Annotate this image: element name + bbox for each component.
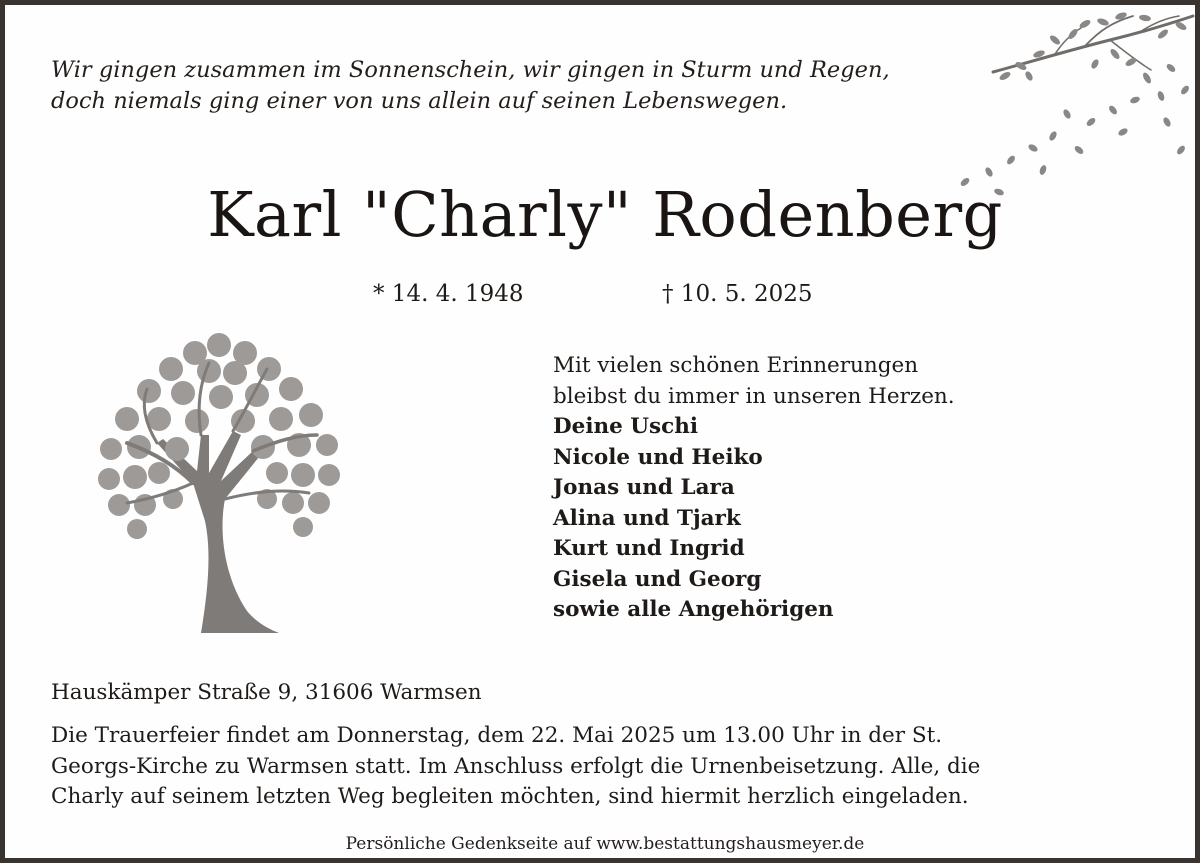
mourner-name: sowie alle Angehörigen <box>553 597 834 622</box>
mourner-name: Nicole und Heiko <box>553 444 763 470</box>
poem-line: Wir gingen zusammen im Sonnenschein, wir gingen in Sturm und Regen, <box>51 57 890 83</box>
death-date: † 10. 5. 2025 <box>662 281 813 307</box>
family-message <box>553 351 955 626</box>
mourner-name: Alina und Tjark <box>553 505 741 531</box>
funeral-info <box>51 721 1163 813</box>
funeral-line: Die Trauerfeier findet am Donnerstag, dem 22. Mai 2025 um 13.00 Uhr in der St. <box>51 723 943 748</box>
mourner-name: Gisela und Georg <box>553 566 762 592</box>
funeral-line: Charly auf seinem letzten Weg begleiten möchten, sind hiermit herzlich eingeladen. <box>51 784 969 809</box>
poem-line: doch niemals ging einer von uns allein auf seinen Lebenswegen. <box>51 88 788 114</box>
message-line: Mit vielen schönen Erinnerungen <box>553 353 919 378</box>
funeral-line: Georgs-Kirche zu Warmsen statt. Im Anschluss erfolgt die Urnenbeisetzung. Alle, die <box>51 753 981 779</box>
mourner-name: Deine Uschi <box>553 414 699 439</box>
message-line: bleibst du immer in unseren Herzen. <box>553 383 955 409</box>
birth-date: * 14. 4. 1948 <box>373 281 524 307</box>
mourner-name: Jonas und Lara <box>553 475 735 500</box>
address: Hauskämper Straße 9, 31606 Warmsen <box>51 680 482 705</box>
mourner-name: Kurt und Ingrid <box>553 536 745 561</box>
memorial-page-link[interactable]: Persönliche Gedenkseite auf www.bestattungshausmeyer.de <box>345 834 865 854</box>
deceased-name: Karl "Charly" Rodenberg <box>207 178 1003 251</box>
tree-icon <box>97 323 341 633</box>
poem <box>51 55 890 117</box>
